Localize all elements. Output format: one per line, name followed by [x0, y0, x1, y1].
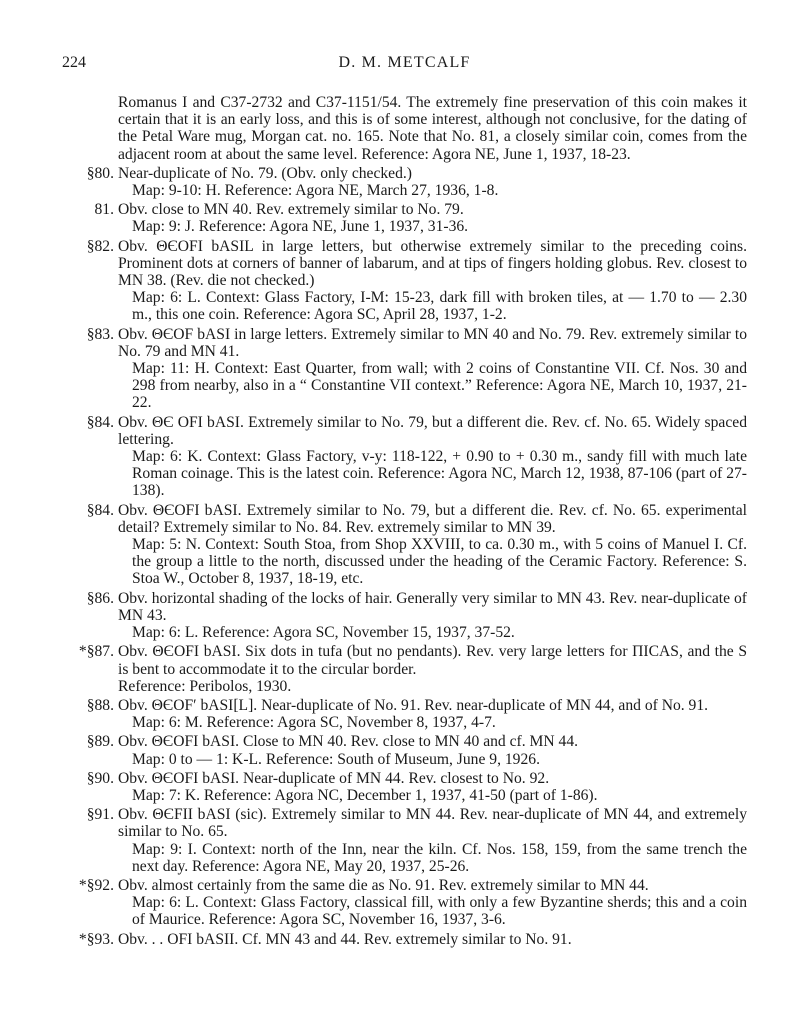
catalogue-body — [62, 94, 747, 948]
entry-map-reference: Map: 6: L. Context: Glass Factory, I-M: 15-23, dark fill with broken tiles, at — 1.70 to — 2.30 m., this one coin. Reference: Agora SC, April 28, 1937, 1-2. — [132, 289, 747, 324]
catalogue-entry — [62, 877, 747, 929]
entry-map-reference: Map: 0 to — 1: K-L. Reference: South of Museum, June 9, 1926. — [132, 750, 540, 768]
entry-description: Obv. ΘЄOFI bASI. Close to MN 40. Rev. close to MN 40 and cf. MN 44. — [118, 733, 579, 751]
catalogue-entry — [62, 931, 747, 948]
catalogue-entry — [62, 770, 747, 804]
entry-map-reference: Map: 11: H. Context: East Quarter, from wall; with 2 coins of Constantine VII. Cf. Nos. 30 and 298 from nearby, also in a “ Constantine VII context.” Reference: Agora NE, March 10, 1937, 21-22. — [132, 360, 747, 412]
entry-number: *§92. — [78, 876, 114, 894]
entry-number: §88. — [86, 696, 114, 714]
entry-number: 81. — [94, 201, 114, 219]
entry-number: §86. — [86, 589, 114, 607]
running-head: D. M. METCALF — [338, 54, 471, 71]
entry-map-reference: Map: 6: M. Reference: Agora SC, November 8, 1937, 4-7. — [132, 714, 496, 732]
entry-description: Obv. . . OFI bASII. Cf. MN 43 and 44. Rev. extremely similar to No. 91. — [118, 930, 572, 948]
entry-number: §90. — [86, 769, 114, 787]
entry-map-reference: Map: 6: L. Reference: Agora SC, November 15, 1937, 37-52. — [132, 624, 515, 642]
entry-description: Obv. close to MN 40. Rev. extremely similar to No. 79. — [118, 201, 464, 219]
entry-number: §80. — [86, 164, 114, 182]
entry-description: Near-duplicate of No. 79. (Obv. only checked.) — [118, 164, 412, 182]
entry-description: Obv. ΘЄOFI bASI. Near-duplicate of MN 44. Rev. closest to No. 92. — [118, 769, 550, 787]
catalogue-entry — [62, 697, 747, 731]
entry-number: §84. — [86, 501, 114, 519]
entry-description: Obv. ΘЄ OFI bASI. Extremely similar to No. 79, but a different die. Rev. cf. No. 65. Widely spaced lettering. — [118, 413, 747, 448]
entry-description: Obv. ΘЄOF bASI in large letters. Extremely similar to MN 40 and No. 79. Rev. extremely similar to No. 79 and MN 41. — [118, 325, 747, 360]
entry-number: §84. — [86, 413, 114, 431]
entry-number: §82. — [86, 237, 114, 255]
catalogue-entry — [62, 806, 747, 875]
entry-description: Obv. ΘЄOFI bASIL in large letters, but otherwise extremely similar to the preceding coins. Prominent dots at corners of banner of labarum, and at tips of fingers holding globus. Rev. closest to MN 38. (Rev. die not checked.) — [118, 237, 747, 290]
entry-description: Obv. ΘЄOFI bASI. Extremely similar to No. 79, but a different die. Rev. cf. No. 65. experimental detail? Extremely similar to No. 84. Rev. extremely similar to MN 39. — [118, 501, 747, 536]
catalogue-entry — [62, 414, 747, 500]
catalogue-entry — [62, 643, 747, 695]
entry-map-reference: Map: 9: J. Reference: Agora NE, June 1, 1937, 31-36. — [132, 218, 469, 236]
entry-number: §83. — [86, 325, 114, 343]
entry-map-reference: Map: 5: N. Context: South Stoa, from Shop XXVIII, to ca. 0.30 m., with 5 coins of Manuel I. Cf. the group a little to the north, discussed under the heading of the Ceramic Factory. Reference: S. Stoa W., October 8, 1937, 18-19, etc. — [132, 536, 747, 588]
page-header — [62, 54, 747, 74]
entry-map-reference: Map: 6: K. Context: Glass Factory, v-y: 118-122, + 0.90 to + 0.30 m., sandy fill with much late Roman coinage. This is the latest coin. Reference: Agora NC, March 12, 1938, 87-106 (part of 27-138). — [132, 448, 747, 500]
entry-description: Obv. horizontal shading of the locks of hair. Generally very similar to MN 43. Rev. near-duplicate of MN 43. — [118, 589, 747, 624]
entry-description: Obv. ΘЄOF′ bASI[L]. Near-duplicate of No. 91. Rev. near-duplicate of MN 44, and of No. 91. — [118, 696, 709, 714]
entry-number: §91. — [86, 806, 114, 824]
entry-map-reference: Map: 7: K. Reference: Agora NC, December 1, 1937, 41-50 (part of 1-86). — [132, 786, 598, 804]
entry-number: *§87. — [78, 643, 114, 661]
entry-number: §89. — [86, 733, 114, 751]
entry-reference: Reference: Peribolos, 1930. — [118, 677, 292, 695]
entry-description: Obv. ΘЄFII bASI (sic). Extremely similar to MN 44. Rev. near-duplicate of MN 44, and extremely similar to No. 65. — [118, 806, 747, 841]
entry-map-reference: Map: 6: L. Context: Glass Factory, classical fill, with only a few Byzantine sherds; this and a coin of Maurice. Reference: Agora SC, November 16, 1937, 3-6. — [132, 894, 747, 929]
catalogue-entry — [62, 165, 747, 199]
entry-map-reference: Map: 9-10: H. Reference: Agora NE, March 27, 1936, 1-8. — [132, 182, 499, 200]
catalogue-entry — [62, 502, 747, 588]
page-number: 224 — [62, 54, 86, 71]
entry-number: *§93. — [78, 930, 114, 948]
catalogue-entry — [62, 201, 747, 235]
catalogue-entry — [62, 733, 747, 767]
entry-map-reference: Map: 9: I. Context: north of the Inn, near the kiln. Cf. Nos. 158, 159, from the same trench the next day. Reference: Agora NE, May 20, 1937, 25-26. — [132, 840, 747, 875]
entry-description: Obv. almost certainly from the same die as No. 91. Rev. extremely similar to MN 44. — [118, 876, 649, 894]
intro-paragraph: Romanus I and C37-2732 and C37-1151/54. The extremely fine preservation of this coin makes it certain that it is an early loss, and this is of some interest, although not conclusive, for the dating of the Petal Ware mug, Morgan cat. no. 165. Note that No. 81, a closely similar coin, comes from the adjacent room at about the same level. Reference: Agora NE, June 1, 1937, 18-23. — [118, 94, 747, 163]
catalogue-entry — [62, 238, 747, 324]
catalogue-entry — [62, 590, 747, 642]
catalogue-entry — [62, 326, 747, 412]
entry-description: Obv. ΘЄOFI bASI. Six dots in tufa (but no pendants). Rev. very large letters for ΠICAS, and the S is bent to accommodate it to the circular border. — [118, 643, 747, 678]
